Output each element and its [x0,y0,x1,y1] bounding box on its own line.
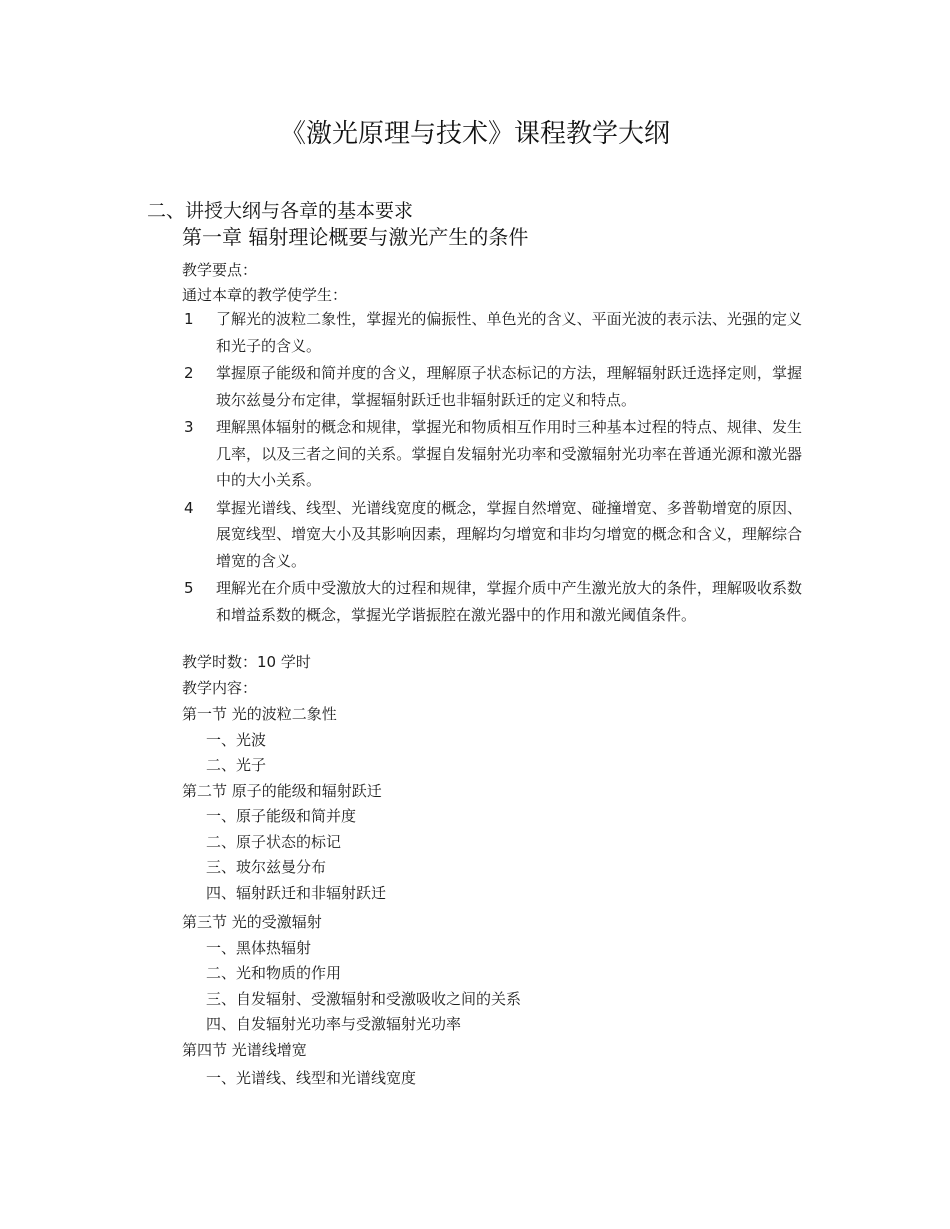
subsection-item: 四、自发辐射光功率与受激辐射光功率 [206,1015,462,1033]
subsection-item: 一、光谱线、线型和光谱线宽度 [206,1069,417,1087]
teaching-hours [182,649,311,675]
requirement-text: 了解光的波粒二象性，掌握光的偏振性、单色光的含义、平面光波的表示法、光强的定义和光子的含义。 [216,310,802,355]
subsection-item: 二、原子状态的标记 [206,832,342,851]
page-title: 《激光原理与技术》课程教学大纲 [279,119,670,149]
hours-value: 10 学时 [257,653,311,671]
section-title: 第二节 原子的能级和辐射跃迁 [182,781,382,800]
requirement-number: 5 [184,579,194,597]
subsection-item: 三、自发辐射、受激辐射和受激吸收之间的关系 [206,989,522,1008]
requirement-text: 掌握原子能级和简并度的含义，理解原子状态标记的方法，理解辐射跃迁选择定则，掌握玻尔兹曼分布定律，掌握辐射跃迁也非辐射跃迁的定义和特点。 [216,364,802,409]
section-title: 第四节 光谱线增宽 [182,1040,307,1059]
requirement-text: 掌握光谱线、线型、光谱线宽度的概念，掌握自然增宽、碰撞增宽、多普勒增宽的原因、展宽线型、增宽大小及其影响因素，理解均匀增宽和非均匀增宽的概念和含义，理解综合增宽的含义。 [216,498,802,570]
requirement-item [182,306,802,359]
subsection-item: 一、原子能级和简并度 [206,807,357,825]
chapter-title: 第一章 辐射理论概要与激光产生的条件 [182,225,529,249]
requirement-number: 3 [184,418,194,436]
requirement-item [182,575,802,628]
subsection-item: 一、光波 [206,730,267,749]
requirement-number: 2 [184,364,194,382]
intro-text: 通过本章的教学使学生： [182,286,348,304]
contents-list [182,702,802,1092]
subsection-item: 三、玻尔兹曼分布 [206,858,327,876]
subsection-item: 四、辐射跃迁和非辐射跃迁 [206,883,387,902]
requirement-item [182,414,802,494]
subsection-item: 二、光子 [206,756,267,774]
section-title: 第一节 光的波粒二象性 [182,705,337,723]
requirement-number: 1 [184,310,194,328]
contents-label: 教学内容： [182,679,258,697]
requirement-text: 理解光在介质中受激放大的过程和规律，掌握介质中产生激光放大的条件，理解吸收系数和增益系数的概念，掌握光学谐振腔在激光器中的作用和激光阈值条件。 [216,579,802,624]
subsection-item: 二、光和物质的作用 [206,964,342,982]
requirement-item [182,495,802,575]
subsection-item: 一、黑体热辐射 [206,938,312,957]
section-title: 第三节 光的受激辐射 [182,913,322,931]
teaching-points-label: 教学要点： [182,261,258,279]
requirements-list [182,306,802,629]
requirement-text: 理解黑体辐射的概念和规律，掌握光和物质相互作用时三种基本过程的特点、规律、发生几率，以及三者之间的关系。掌握自发辐射光功率和受激辐射光功率在普通光源和激光器中的大小关系。 [216,418,802,489]
requirement-number: 4 [184,498,194,517]
hours-label: 教学时数： [182,653,258,671]
requirement-item [182,360,802,413]
section-heading: 二、讲授大纲与各章的基本要求 [147,200,414,222]
